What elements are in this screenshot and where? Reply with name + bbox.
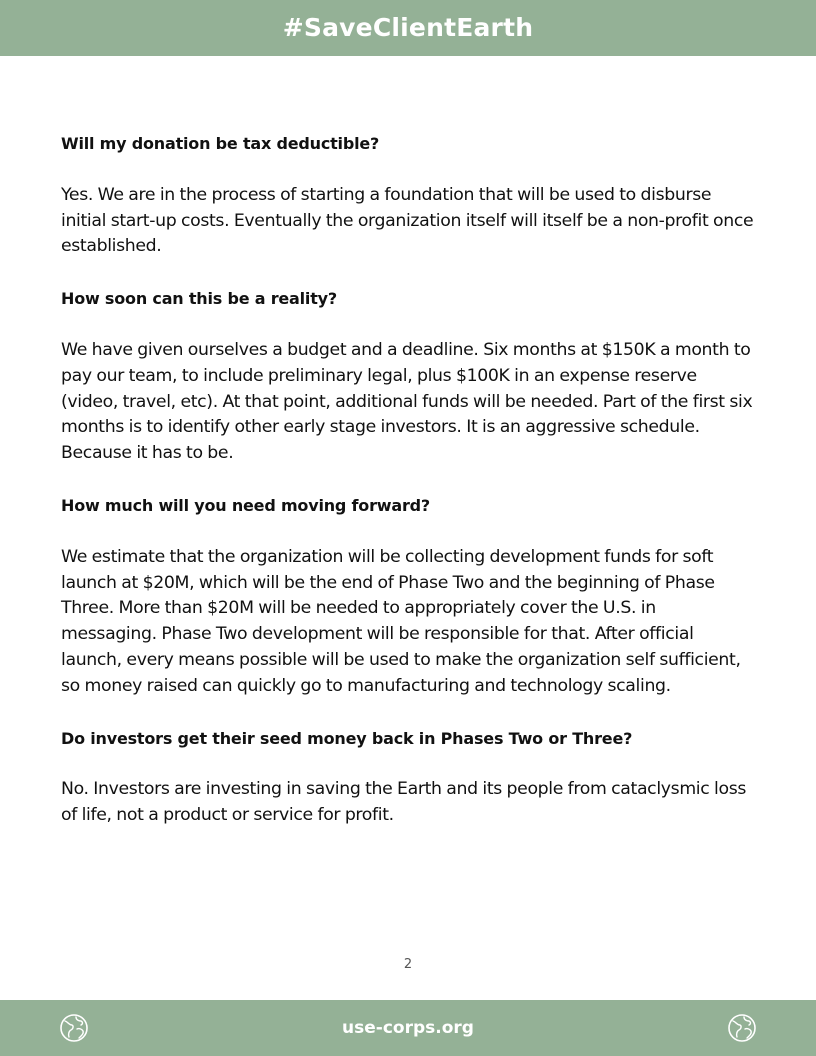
faq-answer-4: No. Investors are investing in saving the Earth and its people from cataclysmic loss of life, not a product or service for profit.: [61, 779, 747, 826]
footer-url[interactable]: use-corps.org: [342, 1018, 474, 1038]
page-number: 2: [403, 957, 413, 972]
faq-question-1: Will my donation be tax deductible?: [61, 134, 380, 153]
faq-question-3: How much will you need moving forward?: [61, 495, 430, 515]
faq-answer-2: We have given ourselves a budget and a deadline. Six months at $150K a month to pay our team, to include preliminary legal, plus $100K in an expense reserve (video, travel, etc). At that point, additional funds will be needed. Part of the first six months is to identify other early stage investors. It is an aggressive schedule. Because it has to be.: [61, 339, 753, 464]
faq-content: [61, 131, 756, 855]
header-title: #SaveClientEarth: [282, 12, 534, 42]
faq-answer-3: We estimate that the organization will be collecting development funds for soft launch at $20M, which will be the end of Phase Two and the beginning of Phase Three. More than $20M will be needed to appropriately cover the U.S. in messaging. Phase Two development will be responsible for that. After official launch, every means possible will be used to make the organization self sufficient, so money raised can quickly go to manufacturing and technology scaling.: [61, 546, 741, 696]
faq-question-2: How soon can this be a reality?: [61, 289, 337, 309]
page-header: [0, 0, 816, 56]
globe-icon: [727, 1013, 757, 1043]
faq-answer-1: Yes. We are in the process of starting a foundation that will be used to disburse initial start-up costs. Eventually the organization itself will itself be a non-profit once established.: [61, 184, 754, 257]
faq-question-4: Do investors get their seed money back in Phases Two or Three?: [61, 728, 633, 748]
page-footer: [0, 1000, 816, 1056]
